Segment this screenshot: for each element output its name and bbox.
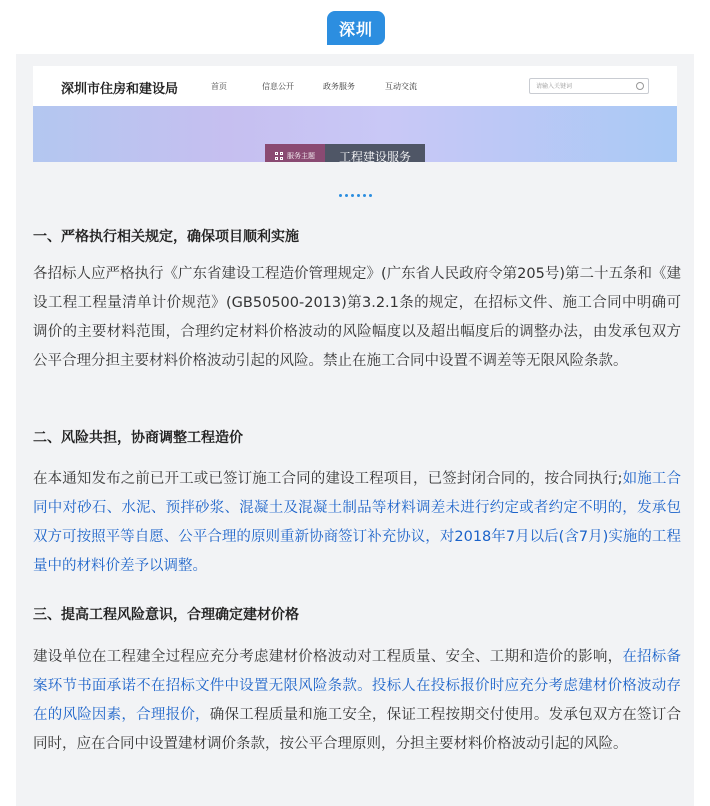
website-banner: [33, 106, 677, 162]
banner-badge: [265, 144, 425, 162]
highlighted-text: 如施工合同中对砂石、水泥、预拌砂浆、混凝土及混凝土制品等材料调差未进行约定或者约定不明的，发承包双方可按照平等自愿、公平合理的原则重新协商签订补充协议，对2018年7月以后(含7月)实施的工程量中的材料价差予以调整。: [33, 471, 681, 574]
article-card: [16, 54, 694, 806]
banner-tag-label: 服务主题: [287, 152, 315, 160]
section-1-paragraph: [33, 260, 681, 376]
body-text: 各招标人应严格执行《广东省建设工程造价管理规定》(广东省人民政府令第205号)第二十五条和《建设工程工程量清单计价规范》(GB50500-2013)第3.2.1条的规定，在招标文件、施工合同中明确可调价的主要材料范围，合理约定材料价格波动的风险幅度以及超出幅度后的调整办法，由发承包双方公平合理分担主要材料价格波动引起的风险。禁止在施工合同中设置不调差等无限风险条款。: [33, 266, 681, 369]
section-1-heading: 一、严格执行相关规定，确保项目顺利实施: [33, 229, 299, 245]
banner-title: 工程建设服务: [325, 144, 425, 162]
website-screenshot: [33, 66, 677, 162]
search-icon: [636, 82, 644, 90]
nav-services: 政务服务: [323, 82, 355, 91]
search-placeholder: 请输入关键词: [536, 83, 573, 90]
divider-dots: [16, 182, 694, 201]
highlighted-text: 在招标备案环节书面承诺不在招标文件中设置无限风险条款。投标人在投标报价时应充分考虑建材价格波动存在的风险因素，合理报价，: [33, 649, 682, 723]
divider-dot: [339, 194, 342, 197]
divider-dot: [345, 194, 348, 197]
banner-tag: [265, 144, 325, 162]
section-3-paragraph: [33, 643, 681, 759]
search-input: [529, 78, 649, 94]
section-3-heading: 三、提高工程风险意识，合理确定建材价格: [33, 607, 299, 623]
divider-dot: [351, 194, 354, 197]
section-2-paragraph: [33, 465, 681, 581]
divider-dot: [357, 194, 360, 197]
nav-interaction: 互动交流: [385, 82, 417, 91]
site-title: 深圳市住房和建设局: [61, 82, 179, 97]
body-text: 确保工程质量和施工安全，保证工程按期交付使用。发承包双方在签订合同时，应在合同中设置建材调价条款，按公平合理原则，分担主要材料价格波动引起的风险。: [33, 707, 682, 752]
nav-home: 首页: [211, 82, 227, 91]
section-2-heading: 二、风险共担，协商调整工程造价: [33, 430, 243, 446]
divider-dot: [363, 194, 366, 197]
nav-info: 信息公开: [262, 82, 294, 91]
website-header: [33, 66, 677, 106]
grid-icon: [275, 152, 284, 161]
divider-dot: [369, 194, 372, 197]
body-text: 建设单位在工程建全过程应充分考虑建材价格波动对工程质量、安全、工期和造价的影响，: [33, 649, 623, 665]
body-text: 在本通知发布之前已开工或已签订施工合同的建设工程项目，已签封闭合同的，按合同执行;: [33, 471, 623, 487]
city-tag: 深圳: [327, 11, 385, 45]
